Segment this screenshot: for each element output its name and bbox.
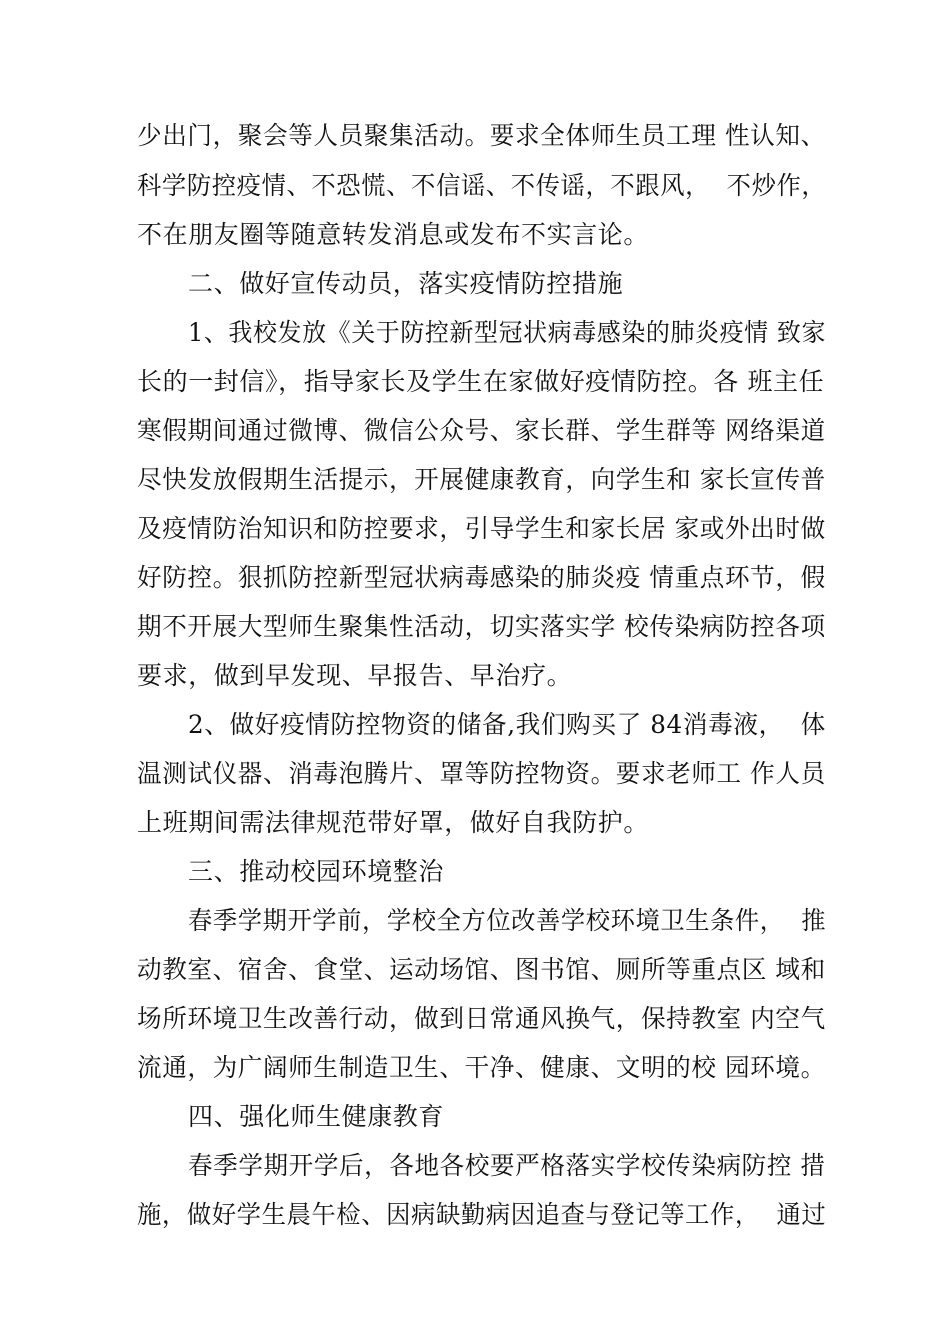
text-line: 尽快发放假期生活提示，开展健康教育，向学生和 家长宣传普	[137, 465, 826, 494]
text-line: 科学防控疫情、不恐慌、不信谣、不传谣，不跟风， 不炒作，	[137, 171, 827, 200]
text-line: 上班期间需法律规范带好罩，做好自我防护。	[137, 808, 650, 837]
text-line: 动教室、宿舍、食堂、运动场馆、图书馆、厕所等重点区 域和	[137, 955, 826, 984]
text-line: 春季学期开学前，学校全方位改善学校环境卫生条件， 推	[188, 906, 827, 935]
text-line: 要求，做到早发现、早报告、早治疗。	[137, 661, 573, 690]
section-heading: 三、推动校园环境整治	[188, 857, 445, 886]
text-line: 期不开展大型师生聚集性活动，切实落实学 校传染病防控各项	[137, 612, 826, 641]
text-line: 及疫情防治知识和防控要求，引导学生和家长居 家或外出时做	[137, 514, 826, 543]
section-heading: 四、强化师生健康教育	[188, 1102, 445, 1131]
text-line: 寒假期间通过微博、微信公众号、家长群、学生群等 网络渠道	[137, 416, 826, 445]
text-line: 不在朋友圈等随意转发消息或发布不实言论。	[137, 220, 650, 249]
text-line: 流通，为广阔师生制造卫生、干净、健康、文明的校 园环境。	[137, 1053, 826, 1082]
text-line: 春季学期开学后，各地各校要严格落实学校传染病防控 措	[188, 1151, 826, 1180]
text-line: 长的一封信》，指导家长及学生在家做好疫情防控。各 班主任	[137, 367, 825, 396]
text-line: 场所环境卫生改善行动，做到日常通风换气，保持教室 内空气	[137, 1004, 826, 1033]
text-line: 1、我校发放《关于防控新型冠状病毒感染的肺炎疫情 致家	[188, 318, 827, 347]
text-line: 少出门，聚会等人员聚集活动。要求全体师生员工理 性认知、	[137, 121, 826, 150]
section-heading: 二、做好宣传动员，落实疫情防控措施	[188, 269, 624, 298]
text-line: 施，做好学生晨午检、因病缺勤病因追查与登记等工作， 通过	[137, 1200, 827, 1229]
text-line: 好防控。狠抓防控新型冠状病毒感染的肺炎疫 情重点环节，假	[137, 563, 826, 592]
text-line: 2、做好疫情防控物资的储备,我们购买了 84消毒液， 体	[188, 710, 826, 739]
text-line: 温测试仪器、消毒泡腾片、罩等防控物资。要求老师工 作人员	[137, 759, 826, 788]
